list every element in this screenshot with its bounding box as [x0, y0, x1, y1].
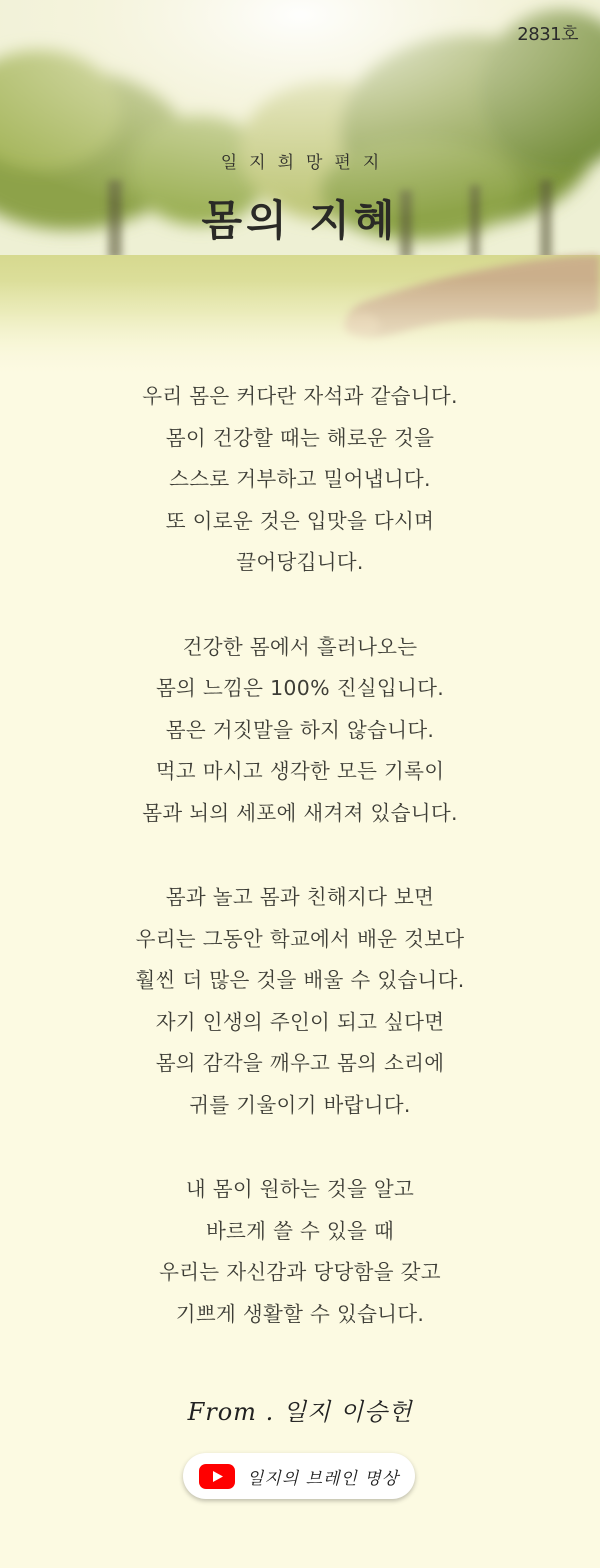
text-line: 우리 몸은 커다란 자석과 같습니다.: [142, 384, 458, 408]
text-line: 건강한 몸에서 흘러나오는: [182, 634, 418, 659]
page-title: 몸의 지혜: [201, 196, 399, 245]
paragraph: [0, 376, 600, 584]
text-line: 몸이 건강할 때는 해로운 것을: [165, 425, 435, 450]
text-line: 또 이로운 것은 입맛을 다시며: [165, 508, 435, 533]
letter-body: [0, 376, 600, 1378]
issue-number: 2831호: [517, 24, 578, 45]
paragraph: [0, 627, 600, 835]
text-line: 먹고 마시고 생각한 모든 기록이: [155, 759, 445, 783]
text-line: 기쁘게 생활할 수 있습니다.: [175, 1301, 425, 1326]
text-line: 우리는 그동안 학교에서 배운 것보다: [135, 926, 465, 951]
text-line: 바르게 쓸 수 있을 때: [205, 1218, 395, 1243]
youtube-button-label: 일지의 브레인 명상: [246, 1468, 400, 1489]
text-line: 스스로 거부하고 밀어냅니다.: [169, 467, 431, 491]
text-line: 끌어당깁니다.: [236, 550, 364, 574]
youtube-icon: [199, 1464, 235, 1489]
header-photo: [0, 0, 600, 380]
paragraph: [0, 877, 600, 1126]
text-line: 몸은 거짓말을 하지 않습니다.: [165, 717, 435, 742]
text-line: 몸의 느낌은 100% 진실입니다.: [155, 676, 445, 700]
text-line: 훨씬 더 많은 것을 배울 수 있습니다.: [135, 968, 465, 992]
paragraph: [0, 1169, 600, 1335]
text-line: 자기 인생의 주인이 되고 싶다면: [155, 1009, 445, 1034]
text-line: 몸과 놀고 몸과 친해지다 보면: [165, 885, 435, 909]
text-line: 내 몸이 원하는 것을 알고: [185, 1177, 415, 1201]
text-line: 귀를 기울이기 바랍니다.: [189, 1092, 411, 1117]
text-line: 몸의 감각을 깨우고 몸의 소리에: [155, 1051, 445, 1075]
text-line: 몸과 뇌의 세포에 새겨져 있습니다.: [142, 800, 458, 825]
letter-series-label: 일지희망편지: [220, 153, 392, 173]
text-line: 우리는 자신감과 당당함을 갖고: [159, 1260, 441, 1284]
signature: From . 일지 이승헌: [187, 1398, 413, 1426]
youtube-channel-button[interactable]: [183, 1453, 415, 1499]
